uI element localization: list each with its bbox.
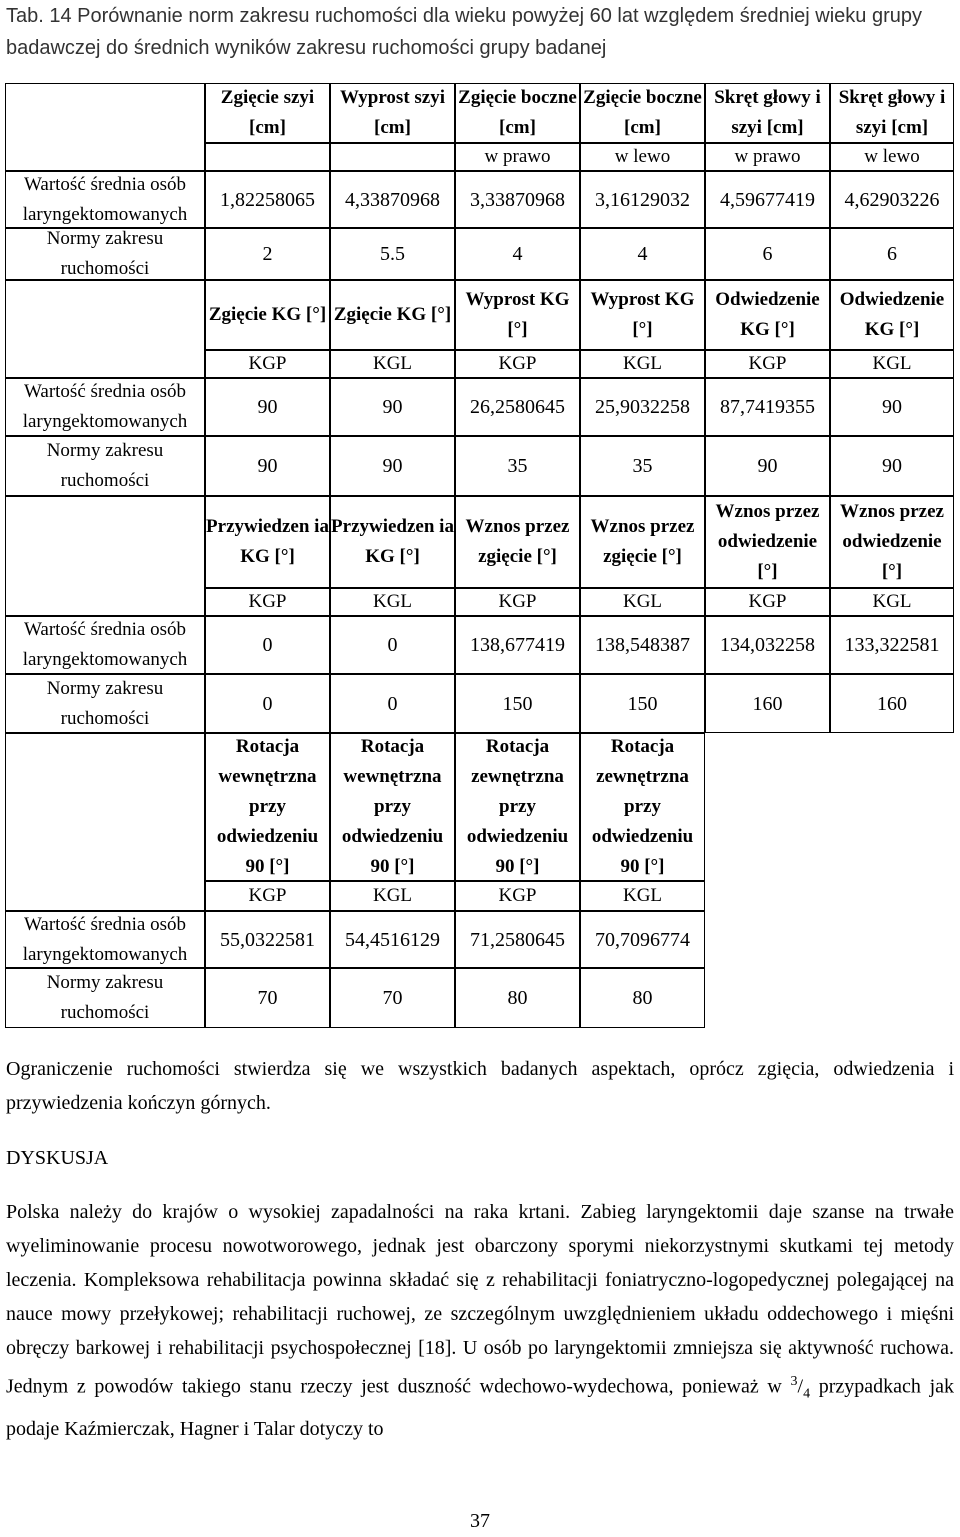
- side-label: w lewo: [580, 143, 705, 171]
- side-label: KGP: [455, 350, 580, 378]
- side-label: KGP: [455, 588, 580, 616]
- column-header: Wznos przez odwiedzenie [°]: [705, 496, 830, 588]
- side-label: w lewo: [830, 143, 954, 171]
- row-label-mean: Wartość średnia osób laryngektomowanych: [5, 616, 205, 674]
- side-label: KGP: [205, 350, 330, 378]
- norm-value: 35: [580, 436, 705, 496]
- row-label-empty: [5, 496, 205, 616]
- norm-value: 90: [330, 436, 455, 496]
- column-header: Zgięcie KG [°]: [330, 280, 455, 350]
- mean-value: 0: [205, 616, 330, 674]
- mean-value: 3,16129032: [580, 171, 705, 228]
- norm-value: 70: [205, 968, 330, 1028]
- side-label: KGP: [705, 350, 830, 378]
- mean-value: 3,33870968: [455, 171, 580, 228]
- column-header: Przywiedzen ia KG [°]: [205, 496, 330, 588]
- column-header: Wznos przez zgięcie [°]: [580, 496, 705, 588]
- row-label-empty: [5, 280, 205, 378]
- norm-value: 150: [455, 674, 580, 733]
- column-header: Zgięcie boczne [cm]: [580, 83, 705, 143]
- norm-value: 35: [455, 436, 580, 496]
- column-header: Wyprost KG [°]: [580, 280, 705, 350]
- norm-value: 90: [705, 436, 830, 496]
- paragraph-discussion-text: Polska należy do krajów o wysokiej zapadalności na raka krtani. Zabieg laryngektomii daje szanse na trwałe wyeliminowanie procesu nowotworowego, jednak jest obarczony sporymi niekorzystnymi skutkami tej metody leczenia. Kompleksowa rehabilitacja powinna składać się z rehabilitacji foniatryczno-logopedycznej polegającej na nauce mowy przełykowej; rehabilitacji ruchowej, ze szczególnym uwzględnieniem układu oddechowego i mięśni obręczy barkowej i rehabilitacji psychospołecznej [18]. U osób po laryngektomii zmniejsza się aktywność ruchowa. Jednym z powodów takiego stanu rzeczy jest duszność wdechowo-wydechowa, ponieważ w: [6, 1201, 954, 1398]
- norm-value: 90: [830, 436, 954, 496]
- column-header: Wznos przez zgięcie [°]: [455, 496, 580, 588]
- row-label-empty: [5, 83, 205, 171]
- column-header: Odwiedzenie KG [°]: [705, 280, 830, 350]
- column-header: Zgięcie KG [°]: [205, 280, 330, 350]
- side-label: KGP: [205, 588, 330, 616]
- column-header: Odwiedzenie KG [°]: [830, 280, 954, 350]
- mean-value: 0: [330, 616, 455, 674]
- mean-value: 71,2580645: [455, 911, 580, 968]
- column-header: Rotacja wewnętrzna przy odwiedzeniu 90 [°]: [205, 733, 330, 881]
- side-label: KGP: [455, 881, 580, 911]
- side-label: [330, 143, 455, 171]
- column-header: Zgięcie szyi [cm]: [205, 83, 330, 143]
- side-label: KGL: [580, 881, 705, 911]
- column-header: Skręt głowy i szyi [cm]: [705, 83, 830, 143]
- mean-value: 4,62903226: [830, 171, 954, 228]
- norm-value: 0: [205, 674, 330, 733]
- row-label-mean: Wartość średnia osób laryngektomowanych: [5, 378, 205, 436]
- mean-value: 138,548387: [580, 616, 705, 674]
- row-label-norms: Normy zakresu ruchomości: [5, 968, 205, 1028]
- mean-value: 4,59677419: [705, 171, 830, 228]
- side-label: KGL: [580, 588, 705, 616]
- side-label: KGP: [205, 881, 330, 911]
- section-heading: DYSKUSJA: [6, 1147, 109, 1169]
- paragraph-discussion-tail: przypadkach jak podaje Kaźmierczak, Hagner i Talar dotyczy to: [6, 1375, 955, 1440]
- mean-value: 1,82258065: [205, 171, 330, 228]
- norm-value: 150: [580, 674, 705, 733]
- fraction-denominator: 4: [803, 1386, 811, 1402]
- norm-value: 2: [205, 228, 330, 280]
- paragraph-discussion: Polska należy do krajów o wysokiej zapadalności na raka krtani. Zabieg laryngektomii daje szanse na trwałe wyeliminowanie procesu nowotworowego, jednak jest obarczony sporymi niekorzystnymi skutkami tej metody leczenia. Kompleksowa rehabilitacja powinna składać się z rehabilitacji foniatryczno-logopedycznej polegającej na nauce mowy przełykowej; rehabilitacji ruchowej, ze szczególnym uwzględnieniem układu oddechowego i mięśni obręczy barkowej i rehabilitacji psychospołecznej [18]. U osób po laryngektomii zmniejsza się aktywność ruchowa. Jednym z powodów takiego stanu rzeczy jest duszność wdechowo-wydechowa, ponieważ w $^3/_4$ przypadkach jak podaje Kaźmierczak, Hagner i Talar dotyczy to: [6, 1201, 955, 1440]
- mean-value: 70,7096774: [580, 911, 705, 968]
- mean-value: 134,032258: [705, 616, 830, 674]
- column-header: Rotacja zewnętrzna przy odwiedzeniu 90 [°]: [455, 733, 580, 881]
- mean-value: 90: [830, 378, 954, 436]
- mean-value: 133,322581: [830, 616, 954, 674]
- mean-value: 90: [330, 378, 455, 436]
- side-label: w prawo: [705, 143, 830, 171]
- page-number: 37: [470, 1510, 490, 1532]
- mean-value: 90: [205, 378, 330, 436]
- mean-value: 87,7419355: [705, 378, 830, 436]
- column-header: Wznos przez odwiedzenie [°]: [830, 496, 954, 588]
- side-label: [205, 143, 330, 171]
- fraction-numerator: 3: [790, 1374, 798, 1389]
- side-label: KGP: [705, 588, 830, 616]
- column-header: Rotacja zewnętrzna przy odwiedzeniu 90 [°]: [580, 733, 705, 881]
- norm-value: 4: [455, 228, 580, 280]
- row-label-norms: Normy zakresu ruchomości: [5, 228, 205, 280]
- mean-value: 55,0322581: [205, 911, 330, 968]
- side-label: w prawo: [455, 143, 580, 171]
- column-header: Zgięcie boczne [cm]: [455, 83, 580, 143]
- column-header: Wyprost szyi [cm]: [330, 83, 455, 143]
- column-header: Skręt głowy i szyi [cm]: [830, 83, 954, 143]
- norm-value: 90: [205, 436, 330, 496]
- row-label-norms: Normy zakresu ruchomości: [5, 674, 205, 733]
- side-label: KGL: [830, 350, 954, 378]
- column-header: Wyprost KG [°]: [455, 280, 580, 350]
- side-label: KGL: [330, 350, 455, 378]
- side-label: KGL: [330, 588, 455, 616]
- norm-value: 0: [330, 674, 455, 733]
- side-label: KGL: [330, 881, 455, 911]
- column-header: Przywiedzen ia KG [°]: [330, 496, 455, 588]
- paragraph-limitation: Ograniczenie ruchomości stwierdza się we wszystkich badanych aspektach, oprócz zgięcia, odwiedzenia i przywiedzenia kończyn górnych.: [6, 1058, 954, 1114]
- mean-value: 26,2580645: [455, 378, 580, 436]
- side-label: KGL: [830, 588, 954, 616]
- mean-value: 54,4516129: [330, 911, 455, 968]
- norm-value: 70: [330, 968, 455, 1028]
- norm-value: 80: [455, 968, 580, 1028]
- norm-value: 6: [705, 228, 830, 280]
- row-label-mean: Wartość średnia osób laryngektomowanych: [5, 171, 205, 228]
- row-label-mean: Wartość średnia osób laryngektomowanych: [5, 911, 205, 968]
- row-label-empty: [5, 733, 205, 911]
- norm-value: 5.5: [330, 228, 455, 280]
- mean-value: 4,33870968: [330, 171, 455, 228]
- norm-value: 80: [580, 968, 705, 1028]
- mean-value: 25,9032258: [580, 378, 705, 436]
- norm-value: 4: [580, 228, 705, 280]
- norm-value: 160: [830, 674, 954, 733]
- comparison-table: [5, 83, 954, 1028]
- side-label: KGL: [580, 350, 705, 378]
- row-label-norms: Normy zakresu ruchomości: [5, 436, 205, 496]
- column-header: Rotacja wewnętrzna przy odwiedzeniu 90 [°]: [330, 733, 455, 881]
- norm-value: 160: [705, 674, 830, 733]
- table-caption: Tab. 14 Porównanie norm zakresu ruchomości dla wieku powyżej 60 lat względem średniej wieku grupy badawczej do średnich wyników zakresu ruchomości grupy badanej: [6, 5, 923, 59]
- norm-value: 6: [830, 228, 954, 280]
- mean-value: 138,677419: [455, 616, 580, 674]
